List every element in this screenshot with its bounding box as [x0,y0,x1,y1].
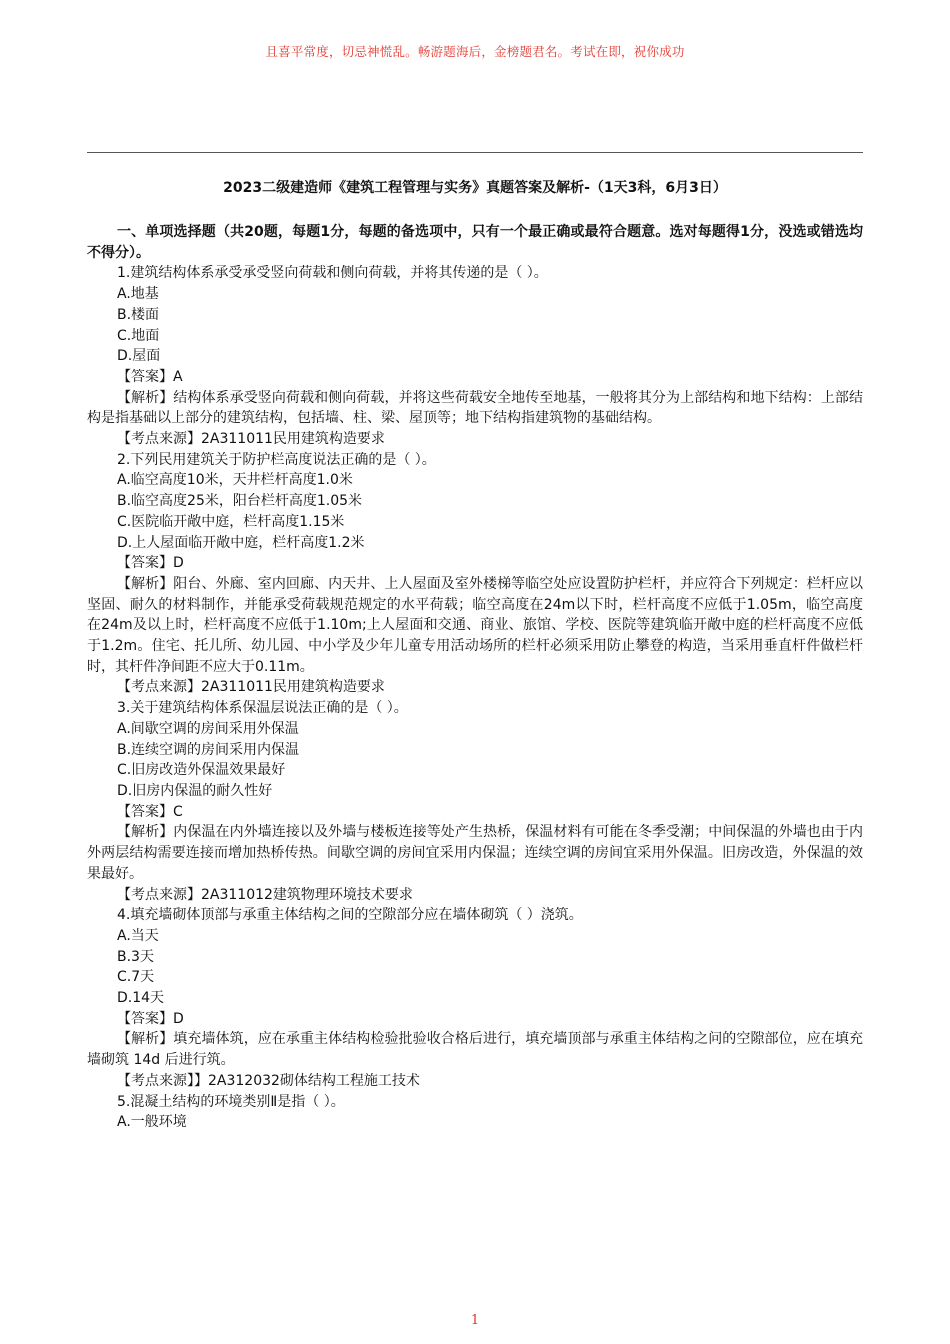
question-option: B.临空高度25米，阳台栏杆高度1.05米 [117,493,363,510]
question-option: B.3天 [117,948,154,965]
question-source: 【考点来源】】2A312032砌体结构工程施工技术 [117,1072,420,1089]
question-option: D.上人屋面临开敞中庭，栏杆高度1.2米 [117,534,365,551]
question-source: 【考点来源】2A311011民用建筑构造要求 [117,679,385,696]
question-source: 【考点来源】2A311011民用建筑构造要求 [117,431,385,448]
question-stem: 1.建筑结构体系承受承受竖向荷载和侧向荷载，并将其传递的是（ ）。 [117,265,548,282]
question-answer: 【答案】C [117,803,183,820]
question-option: C.医院临开敞中庭，栏杆高度1.15米 [117,513,345,530]
question-analysis: 【解析】内保温在内外墙连接以及外墙与楼板连接等处产生热桥，保温材料有可能在冬季受潮；中间保温的外墙也由于内外两层结构需要连接而增加热桥传热。间歇空调的房间宜采用内保温；连续空调的房间宜采用外保温。旧房改造，外保温的效果最好。 [87,824,863,882]
question-option: D.屋面 [117,348,161,365]
question-stem: 3.关于建筑结构体系保温层说法正确的是（ ）。 [117,700,408,717]
question-option: C.7天 [117,969,155,986]
question-option: A.当天 [117,927,159,944]
question-option: A.地基 [117,286,159,303]
question-answer: 【答案】D [117,1010,184,1027]
question-answer: 【答案】A [117,368,183,385]
question-answer: 【答案】D [117,555,184,572]
question-stem: 2.下列民用建筑关于防护栏高度说法正确的是（ ）。 [117,451,436,468]
section-heading: 一、单项选择题（共20题，每题1分，每题的备选项中，只有一个最正确或最符合题意。选对每题得1分，没选或错选均不得分）。 [87,224,863,261]
question-stem: 4.填充墙砌体顶部与承重主体结构之间的空隙部分应在墙体砌筑（ ）浇筑。 [117,907,583,924]
question-option: C.地面 [117,327,160,344]
question-analysis: 【解析】填充墙体筑，应在承重主体结构检验批验收合格后进行，填充墙顶部与承重主体结构之问的空隙部位，应在填充墙砌筑 14d 后进行筑。 [87,1031,863,1069]
question-source: 【考点来源】2A311012建筑物理环境技术要求 [117,886,413,903]
question-option: A.临空高度10米，天井栏杆高度1.0米 [117,472,353,489]
header-divider [87,152,863,153]
question-analysis: 【解析】结构体系承受竖向荷载和侧向荷载，并将这些荷载安全地传至地基，一般将其分为上部结构和地下结构：上部结构是指基础以上部分的建筑结构，包括墙、柱、梁、屋顶等；地下结构指建筑物的基础结构。 [87,389,863,427]
page-number: 1 [470,1313,480,1328]
question-option: A.间歇空调的房间采用外保温 [117,720,299,737]
question-analysis: 【解析】阳台、外廊、室内回廊、内天井、上人屋面及室外楼梯等临空处应设置防护栏杆，并应符合下列规定：栏杆应以坚固、耐久的材料制作，并能承受荷载规范规定的水平荷载；临空高度在24m以下时，栏杆高度不应低于1.05m，临空高度在24m及以上时，栏杆高度不应低于1.10m;上人屋面和交通、商业、旅馆、学校、医院等建筑临开敞中庭的栏杆高度不应低于1.2m。住宅、托儿所、幼儿园、中小学及少年儿童专用活动场所的栏杆必须采用防止攀登的构造，当采用垂直杆件做栏杆时，其杆件净间距不应大于0.11m。 [87,575,863,675]
header-motto: 且喜平常度，切忌神慌乱。畅游题海后，金榜题君名。考试在即，祝你成功 [265,44,685,59]
document-body [87,222,863,1133]
document-title: 2023二级建造师《建筑工程管理与实务》真题答案及解析-（1天3科，6月3日） [223,180,727,196]
question-option: D.旧房内保温的耐久性好 [117,782,273,799]
question-stem: 5.混凝土结构的环境类别Ⅱ是指（ ）。 [117,1093,345,1110]
question-option: D.14天 [117,990,165,1007]
question-option: A.一般环境 [117,1114,187,1131]
question-option: B.连续空调的房间采用内保温 [117,741,300,758]
question-option: B.楼面 [117,306,160,323]
question-option: C.旧房改造外保温效果最好 [117,762,286,779]
